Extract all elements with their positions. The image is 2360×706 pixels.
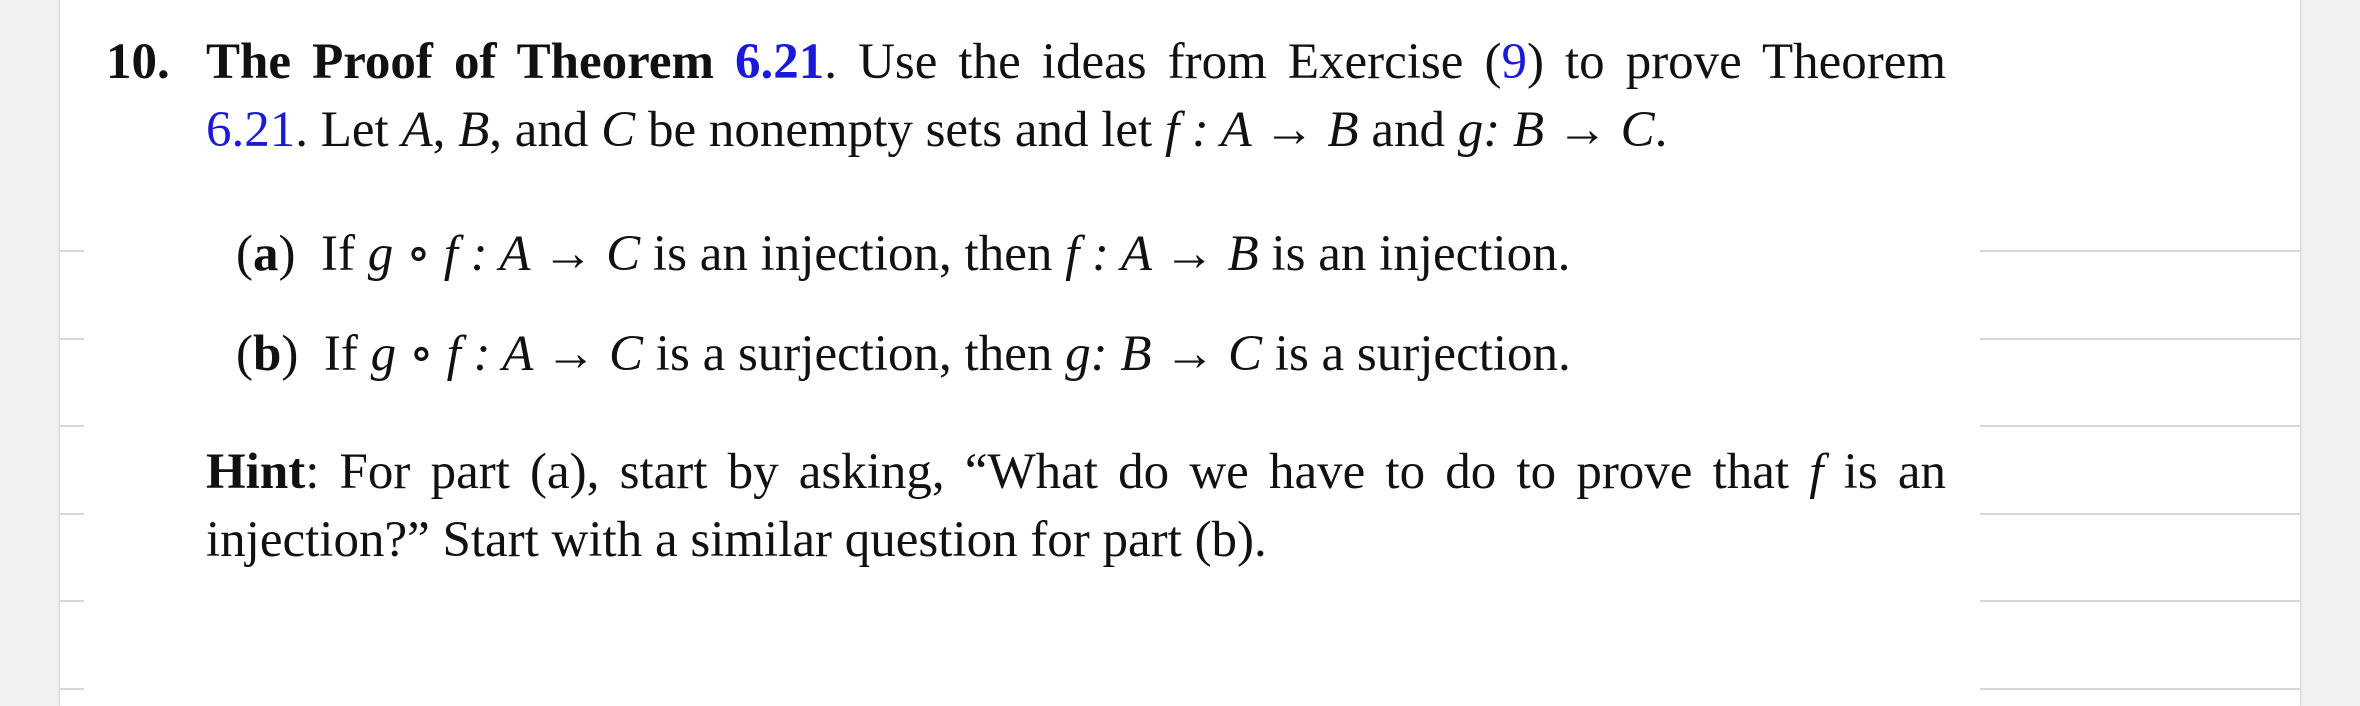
hint-label: Hint xyxy=(206,444,306,500)
statement-text: , xyxy=(432,102,459,158)
statement-text: ) to prove Theorem xyxy=(1526,34,1947,90)
statement-text: . Use the ideas from Exercise ( xyxy=(824,34,1502,90)
part-label: a xyxy=(252,226,279,282)
margin-rule xyxy=(1980,338,2300,340)
theorem-link[interactable]: 6.21 xyxy=(735,34,825,90)
margin-rule xyxy=(60,513,84,515)
part-text: is a surjection. xyxy=(1262,326,1571,382)
margin-rule xyxy=(1980,600,2300,602)
margin-rule xyxy=(60,250,84,252)
math-var: B xyxy=(458,102,490,158)
part-text: If xyxy=(323,326,371,382)
part-text: is an injection. xyxy=(1258,226,1571,282)
math-expression: g: B → C xyxy=(1457,102,1655,158)
statement-text: , and xyxy=(489,102,602,158)
math-expression: g: B → C xyxy=(1065,326,1263,382)
math-expression: f : A → B xyxy=(1065,226,1259,282)
math-expression: g ∘ f : A → C xyxy=(367,226,641,282)
margin-rule xyxy=(1980,513,2300,515)
math-var: A xyxy=(401,102,433,158)
margin-rule xyxy=(1980,250,2300,252)
exercise-statement xyxy=(106,28,1946,164)
part-b: (b) If g ∘ f : A → C is a surjection, then g: B → C is a surjection. xyxy=(236,326,1571,382)
math-var: f xyxy=(1809,444,1824,500)
margin-rule xyxy=(1980,688,2300,690)
hint-text: is an injection?” Start with a similar question for part (b). xyxy=(206,444,1946,568)
margin-rule xyxy=(60,425,84,427)
statement-text: and xyxy=(1358,102,1458,158)
math-expression: f : A → B xyxy=(1164,102,1359,158)
part-text: is a surjection, then xyxy=(643,326,1066,382)
part-a: (a) If g ∘ f : A → C is an injection, then f : A → B is an injection. xyxy=(236,226,1571,282)
margin-rule xyxy=(60,688,84,690)
exercise-10 xyxy=(106,28,1946,574)
margin-rule xyxy=(60,338,84,340)
part-text: is an injection, then xyxy=(640,226,1066,282)
margin-rule xyxy=(1980,425,2300,427)
textbook-page xyxy=(60,0,2300,706)
hint-text: : For part (a), start by asking, “What do we have to do to prove that xyxy=(305,444,1810,500)
statement-text: . xyxy=(1654,102,1668,158)
part-label: b xyxy=(252,326,282,382)
exercise-title: The Proof of Theorem xyxy=(206,34,714,90)
statement-text: be nonempty sets and let xyxy=(635,102,1165,158)
exercise-link[interactable]: 9 xyxy=(1501,34,1527,90)
math-var: C xyxy=(601,102,636,158)
theorem-link[interactable]: 6.21 xyxy=(206,102,296,158)
math-expression: g ∘ f : A → C xyxy=(370,326,644,382)
exercise-number: 10. xyxy=(106,34,170,90)
exercise-parts xyxy=(106,220,1946,388)
statement-text: . Let xyxy=(295,102,402,158)
part-text: If xyxy=(320,226,368,282)
hint-paragraph xyxy=(106,438,1946,574)
margin-rule xyxy=(60,600,84,602)
